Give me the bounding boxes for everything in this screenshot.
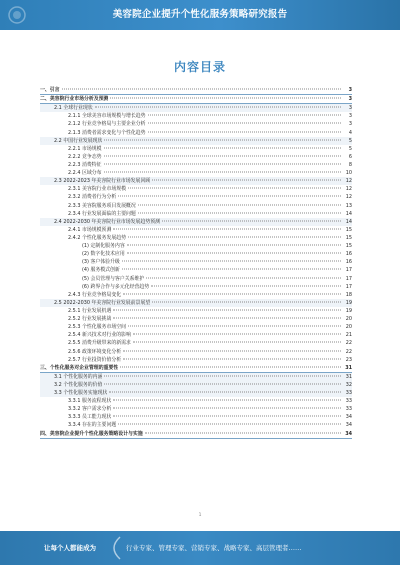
toc-entry-page: 19: [345, 307, 352, 314]
toc-entry[interactable]: [40, 218, 352, 226]
toc-leader-dots: [123, 358, 341, 359]
toc-leader-dots: [133, 334, 341, 335]
toc-leader-dots: [104, 163, 341, 164]
toc-entry-page: 17: [345, 275, 352, 282]
toc-entry-page: 15: [345, 243, 352, 250]
toc-entry[interactable]: [40, 339, 352, 347]
toc-leader-dots: [113, 408, 341, 409]
toc-leader-dots: [148, 131, 341, 132]
toc-entry-title: 2.5.6 政策环境变化分析: [68, 348, 122, 355]
toc-leader-dots: [128, 236, 341, 237]
toc-entry[interactable]: [40, 161, 352, 169]
toc-entry[interactable]: [40, 202, 352, 210]
toc-entry-page: 5: [348, 137, 352, 144]
toc-leader-dots: [113, 309, 341, 310]
toc-entry-page: 31: [345, 364, 352, 371]
toc-entry-title: 2.4 2022-2030 年美容院行业市场发展趋势预测: [54, 218, 161, 225]
toc-entry-title: 2.2.2 竞争态势: [68, 153, 102, 160]
toc-leader-dots: [128, 326, 341, 327]
toc-entry-page: 8: [348, 161, 352, 168]
toc-leader-dots: [104, 172, 341, 173]
toc-leader-dots: [110, 98, 341, 99]
toc-entry-page: 10: [345, 170, 352, 177]
toc-entry[interactable]: [40, 129, 352, 137]
swoosh-icon: [106, 535, 124, 561]
toc-entry[interactable]: [40, 185, 352, 193]
toc-entry-page: 14: [345, 218, 352, 225]
toc-leader-dots: [133, 342, 341, 343]
toc-leader-dots: [104, 139, 341, 140]
toc-entry[interactable]: [40, 266, 352, 274]
toc-entry[interactable]: [40, 421, 352, 429]
toc-heading: 内容目录: [173, 60, 226, 74]
toc-entry-page: 33: [345, 406, 352, 413]
toc-entry-title: 2.1.1 全球美容市场规模与增长趋势: [68, 113, 146, 120]
toc-entry-page: 32: [345, 381, 352, 388]
toc-entry-title: 2.2.4 区域分布: [68, 170, 102, 177]
toc-entry-page: 33: [345, 390, 352, 397]
toc-entry-title: (5) 会员管理与客户关系维护: [82, 275, 145, 282]
toc-entry-title: (1) 定制化服务内容: [82, 243, 125, 250]
toc-entry[interactable]: [40, 283, 352, 291]
toc-entry-title: 2.4.2 个性化服务发展趋势: [68, 234, 127, 241]
toc-leader-dots: [104, 147, 341, 148]
toc-entry-page: 3: [348, 96, 352, 103]
toc-entry[interactable]: [40, 397, 352, 405]
toc-leader-dots: [104, 383, 341, 384]
toc-entry-page: 15: [345, 234, 352, 241]
toc-entry-title: 四、美容院企业提升个性化服务策略设计与实施: [40, 430, 143, 437]
toc-entry[interactable]: [40, 153, 352, 161]
toc-entry-title: 一、引言: [40, 87, 60, 93]
toc-entry-page: 18: [345, 291, 352, 298]
toc-leader-dots: [128, 188, 341, 189]
toc-entry[interactable]: [40, 250, 352, 258]
toc-leader-dots: [113, 318, 341, 319]
toc-entry-page: 23: [345, 356, 352, 363]
toc-entry-title: 2.5 2022-2030 年美容院行业发展前景展望: [54, 299, 151, 306]
report-title: 美容院企业提升个性化服务策略研究报告: [112, 9, 288, 20]
toc-entry-page: 3: [348, 105, 352, 112]
toc-entry[interactable]: [40, 145, 352, 153]
toc-entry-page: 16: [345, 251, 352, 258]
toc-entry[interactable]: [40, 291, 352, 299]
toc-entry-title: 2.3.4 行业发展面临的主要问题: [68, 210, 136, 217]
toc-leader-dots: [146, 277, 341, 278]
toc-leader-dots: [152, 180, 341, 181]
toc-leader-dots: [151, 285, 341, 286]
toc-leader-dots: [127, 245, 341, 246]
footer-tagline: 行业专家、管理专家、营销专家、战略专家、高层管理者……: [126, 544, 302, 552]
toc-entry[interactable]: [40, 331, 352, 339]
toc-entry-page: 14: [345, 210, 352, 217]
toc-entry-page: 6: [348, 153, 352, 160]
toc-entry[interactable]: [40, 169, 352, 177]
toc-leader-dots: [145, 432, 341, 433]
toc-entry-page: 12: [345, 186, 352, 193]
toc-entry[interactable]: [40, 242, 352, 250]
toc-entry[interactable]: [40, 95, 352, 104]
toc-entry[interactable]: [40, 413, 352, 421]
toc-entry-title: (2) 数字化技术应用: [82, 251, 125, 258]
toc-entry-title: 2.1 全球行业现状: [54, 105, 93, 112]
toc-entry[interactable]: [40, 364, 352, 373]
toc-entry-title: 2.3 2022-2023 年美容院行业市场发展回顾: [54, 178, 151, 185]
toc-entry-title: 二、美容院行业市场分析及预测: [40, 96, 109, 103]
toc-entry[interactable]: [40, 389, 352, 397]
toc-leader-dots: [113, 400, 341, 401]
toc-entry-title: 2.1.3 消费者需求变化与个性化趋势: [68, 129, 146, 136]
toc-entry[interactable]: [40, 356, 352, 364]
toc-entry-page: 20: [345, 316, 352, 323]
toc-leader-dots: [162, 220, 341, 221]
toc-entry-page: 16: [345, 259, 352, 266]
toc-leader-dots: [118, 196, 341, 197]
toc-leader-dots: [104, 155, 341, 156]
corner-decoration-icon: [6, 4, 28, 26]
toc-entry-title: 2.4.3 行业竞争格局变化: [68, 291, 122, 298]
toc-leader-dots: [62, 89, 341, 90]
toc-entry[interactable]: [40, 307, 352, 315]
toc-entry-page: 34: [345, 430, 352, 437]
toc-entry-title: (6) 跨界合作与多元化经营趋势: [82, 283, 150, 290]
toc-leader-dots: [113, 416, 341, 417]
toc-entry[interactable]: [40, 234, 352, 242]
toc-leader-dots: [113, 228, 341, 229]
toc-entry-page: 19: [345, 299, 352, 306]
toc-leader-dots: [120, 366, 341, 367]
toc-entry[interactable]: [40, 299, 352, 307]
toc-entry-title: 2.4.1 市场规模预测: [68, 226, 112, 233]
toc-entry-title: (4) 服务模式创新: [82, 267, 120, 274]
toc-entry-title: 3.3 个性化服务实施现状: [54, 390, 108, 397]
toc-entry-title: 2.5.4 新兴技术对行业的影响: [68, 332, 131, 339]
toc-entry-title: 2.2 中国行业发展现状: [54, 137, 103, 144]
toc-leader-dots: [95, 107, 341, 108]
toc-leader-dots: [104, 375, 341, 376]
toc-entry-page: 5: [348, 145, 352, 152]
toc-entry-title: 3.3.3 员工能力现状: [68, 414, 112, 421]
toc-leader-dots: [138, 204, 341, 205]
toc-entry[interactable]: [40, 381, 352, 389]
toc-entry[interactable]: [40, 226, 352, 234]
toc-leader-dots: [152, 301, 341, 302]
toc-entry[interactable]: [40, 193, 352, 201]
toc-entry-page: 12: [345, 194, 352, 201]
toc-entry-title: 2.5.2 行业发展挑战: [68, 316, 112, 323]
toc-leader-dots: [148, 115, 341, 116]
toc-leader-dots: [109, 392, 341, 393]
toc-entry[interactable]: [40, 405, 352, 413]
toc-entry-page: 3: [348, 121, 352, 128]
page-number: 1: [198, 513, 202, 518]
toc-entry-title: 2.5.5 消费升级带来的新需求: [68, 340, 131, 347]
toc-entry-page: 12: [345, 178, 352, 185]
toc-leader-dots: [138, 212, 341, 213]
toc-entry[interactable]: [40, 137, 352, 145]
toc-entry-page: 21: [345, 332, 352, 339]
toc-entry-page: 3: [348, 87, 352, 93]
toc-entry[interactable]: [40, 258, 352, 266]
toc-entry[interactable]: [40, 177, 352, 185]
toc-entry[interactable]: [40, 104, 352, 112]
header-bar: [0, 0, 400, 30]
toc-entry-page: 34: [345, 422, 352, 429]
toc-entry[interactable]: [40, 373, 352, 381]
toc-entry-page: 3: [348, 113, 352, 120]
toc-entry-title: 2.5.7 行业投资价值分析: [68, 356, 122, 363]
toc-entry[interactable]: [40, 86, 352, 95]
toc-entry[interactable]: [40, 120, 352, 128]
toc-entry-title: 2.5.1 行业发展机遇: [68, 307, 112, 314]
toc-entry-page: 15: [345, 226, 352, 233]
toc-entry-title: 2.1.2 行业竞争格局与主要企业分析: [68, 121, 146, 128]
toc-entry-title: 3.1 个性化服务的内涵: [54, 373, 103, 380]
toc-leader-dots: [148, 123, 341, 124]
toc-entry[interactable]: [40, 430, 352, 439]
toc-entry-title: 3.3.1 服务流程现状: [68, 398, 112, 405]
toc-entry-title: 2.2.1 市场规模: [68, 145, 102, 152]
toc-entry-page: 4: [348, 129, 352, 136]
toc-entry-title: 三、个性化服务对企业管理的重要性: [40, 364, 119, 371]
toc-entry-page: 31: [345, 373, 352, 380]
toc-entry-page: 33: [345, 398, 352, 405]
toc-entry-title: 3.3.4 存在的主要问题: [68, 422, 117, 429]
toc-leader-dots: [122, 269, 341, 270]
toc-leader-dots: [122, 261, 341, 262]
toc-entry-page: 22: [345, 340, 352, 347]
toc-entry[interactable]: [40, 315, 352, 323]
toc-entry[interactable]: [40, 275, 352, 283]
toc-entry-page: 34: [345, 414, 352, 421]
toc-entry-page: 17: [345, 283, 352, 290]
toc-entry-title: 2.5.3 个性化服务市场空间: [68, 324, 127, 331]
toc-entry-page: 22: [345, 348, 352, 355]
toc-entry-title: 2.3.1 美容院行业市场规模: [68, 186, 127, 193]
toc-entry-page: 13: [345, 202, 352, 209]
toc-entry-title: 2.2.3 消费特征: [68, 161, 102, 168]
toc-entry[interactable]: [40, 323, 352, 331]
toc-entry-title: 2.3.3 美容院服务项目发展概况: [68, 202, 136, 209]
toc-leader-dots: [123, 350, 341, 351]
toc-entry-title: (3) 客户体验升级: [82, 259, 120, 266]
footer-bar: [0, 531, 400, 565]
toc-leader-dots: [118, 424, 341, 425]
footer-slogan: 让每个人都能成为: [44, 544, 96, 552]
toc-entry-page: 20: [345, 324, 352, 331]
toc-entry-page: 17: [345, 267, 352, 274]
toc-leader-dots: [127, 253, 341, 254]
toc-entry-title: 2.3.2 消费者行为分析: [68, 194, 117, 201]
toc-entry-title: 3.3.2 客户需求分析: [68, 406, 112, 413]
toc-entry[interactable]: [40, 112, 352, 120]
toc-entry[interactable]: [40, 210, 352, 218]
table-of-contents: [40, 86, 352, 439]
toc-leader-dots: [123, 293, 341, 294]
toc-entry-title: 3.2 个性化服务的价值: [54, 381, 103, 388]
toc-entry[interactable]: [40, 348, 352, 356]
